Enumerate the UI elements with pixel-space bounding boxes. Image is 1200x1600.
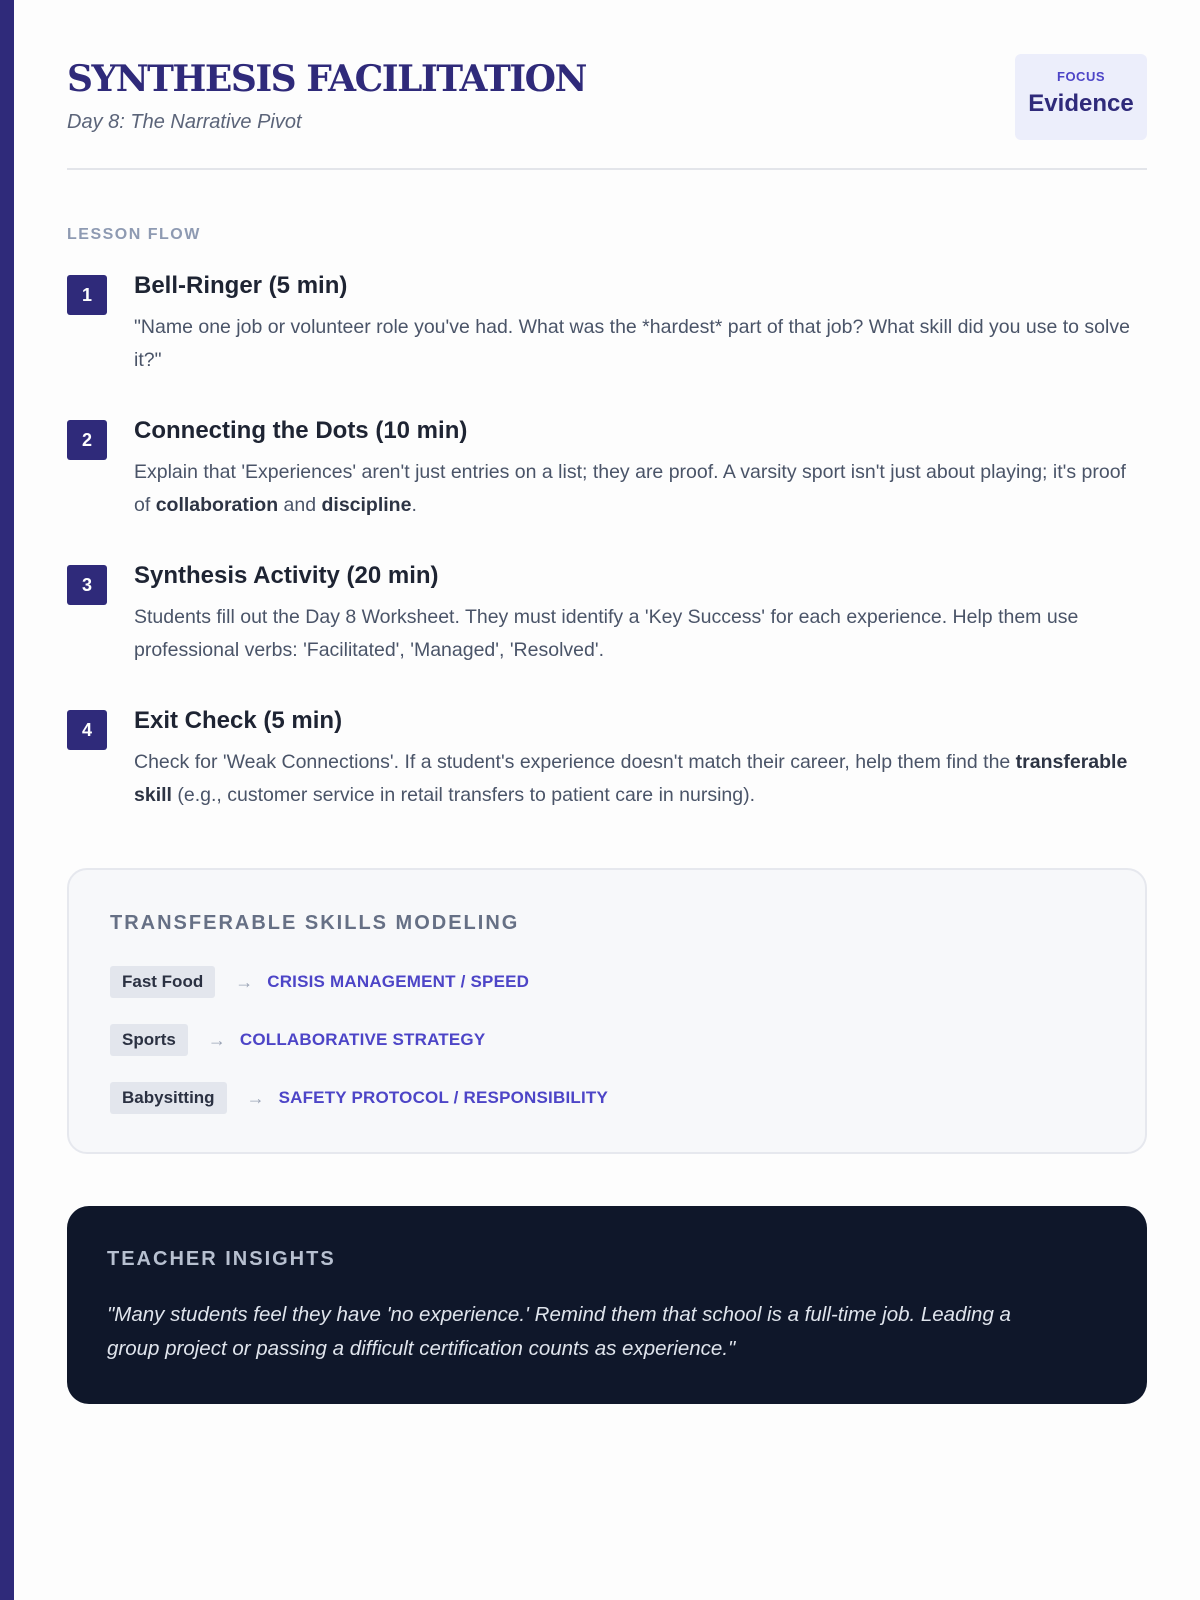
- skill-mapping-row: [110, 1082, 608, 1114]
- step-title: Synthesis Activity (20 min): [134, 562, 439, 589]
- step-body: [134, 562, 1147, 667]
- page-subtitle: Day 8: The Narrative Pivot: [67, 111, 302, 133]
- step-description: [134, 456, 1147, 522]
- emphasis-text: collaboration: [155, 493, 279, 516]
- step-text: Check for 'Weak Connections'. If a student's experience doesn't match their career, help them find the: [134, 750, 1016, 773]
- step-body: [134, 707, 1147, 812]
- insights-heading: TEACHER INSIGHTS: [107, 1248, 336, 1270]
- skill-target: COLLABORATIVE STRATEGY: [239, 1030, 486, 1049]
- step-text: (e.g., customer service in retail transfers to patient care in nursing).: [171, 783, 756, 806]
- insights-quote: "Many students feel they have 'no experience.' Remind them that school is a full-time job. Leading a group project or passing a difficult certification counts as experience.": [107, 1303, 1011, 1360]
- teacher-insights-card: [67, 1206, 1147, 1404]
- skills-modeling-card: [67, 868, 1147, 1154]
- arrow-right-icon: →: [207, 1029, 226, 1050]
- step-number: 2: [67, 420, 107, 460]
- step-text: .: [411, 493, 417, 516]
- emphasis-text: transferable skill: [134, 750, 1128, 806]
- step-description: Students fill out the Day 8 Worksheet. They must identify a 'Key Success' for each experience. Help them use professional verbs: 'Facilitated', 'Managed', 'Resolved'.: [134, 605, 1079, 661]
- step-title: Connecting the Dots (10 min): [134, 417, 468, 444]
- step-title: Exit Check (5 min): [134, 707, 343, 734]
- step-body: [134, 272, 1147, 377]
- step-body: [134, 417, 1147, 522]
- lesson-step: [67, 562, 1147, 707]
- skill-target: CRISIS MANAGEMENT / SPEED: [267, 972, 530, 991]
- lesson-page: [67, 0, 1147, 1360]
- skill-mapping-row: [110, 1024, 485, 1056]
- accent-bar: [0, 0, 14, 1600]
- skill-target: SAFETY PROTOCOL / RESPONSIBILITY: [278, 1088, 609, 1107]
- step-number: 1: [67, 275, 107, 315]
- focus-label: FOCUS: [1057, 69, 1105, 84]
- skill-source-chip: Sports: [110, 1024, 188, 1056]
- step-number: 4: [67, 710, 107, 750]
- step-text: Explain that 'Experiences' aren't just entries on a list; they are proof. A varsity sport isn't just about playing; it's proof of: [134, 460, 1126, 516]
- skill-source-chip: Babysitting: [110, 1082, 227, 1114]
- skills-heading: TRANSFERABLE SKILLS MODELING: [110, 912, 520, 934]
- lesson-flow-label: LESSON FLOW: [67, 226, 201, 243]
- emphasis-text: discipline: [321, 493, 412, 516]
- step-number: 3: [67, 565, 107, 605]
- step-description: [134, 746, 1147, 812]
- step-description: "Name one job or volunteer role you've had. What was the *hardest* part of that job? What skill did you use to solve it?": [134, 315, 1130, 371]
- skill-source-chip: Fast Food: [110, 966, 215, 998]
- arrow-right-icon: →: [235, 971, 254, 992]
- step-title: Bell-Ringer (5 min): [134, 272, 348, 299]
- step-text: and: [278, 493, 322, 516]
- arrow-right-icon: →: [246, 1087, 265, 1108]
- focus-value: Evidence: [1028, 90, 1134, 117]
- page-title: SYNTHESIS FACILITATION: [67, 58, 586, 100]
- skill-mapping-row: [110, 966, 529, 998]
- lesson-steps: [67, 272, 1147, 852]
- focus-badge: [1015, 54, 1147, 140]
- lesson-step: [67, 272, 1147, 417]
- lesson-step: [67, 707, 1147, 852]
- lesson-step: [67, 417, 1147, 562]
- page-header: [67, 0, 1147, 170]
